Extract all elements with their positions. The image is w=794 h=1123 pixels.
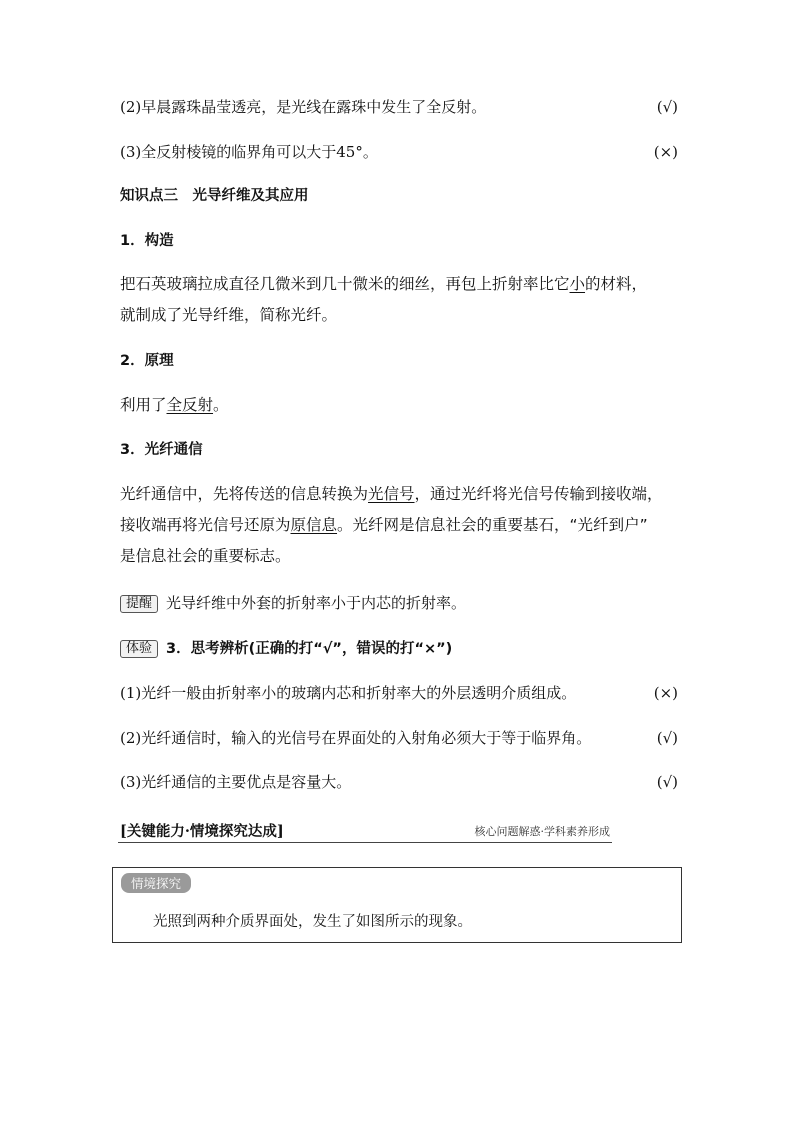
communication-heading: 3．光纤通信 — [120, 442, 203, 458]
reminder — [120, 592, 466, 614]
fiber-mark-1: (×) — [653, 684, 678, 702]
fiber-mark-3: (√) — [656, 773, 678, 791]
section-subtitle: 核心问题解惑·学科素养形成 — [474, 825, 610, 838]
communication-line-2: 接收端再将光信号还原为原信息。光纤网是信息社会的重要基石，“光纤到户” — [120, 516, 648, 534]
principle-text: 利用了全反射。 — [120, 396, 229, 414]
section-header — [118, 818, 612, 843]
scenario-tag: 情境探究 — [121, 873, 191, 893]
judgement-item-2: (2)早晨露珠晶莹透亮，是光线在露珠中发生了全反射。 — [120, 98, 487, 116]
experience — [120, 637, 452, 660]
communication-line-3: 是信息社会的重要标志。 — [120, 547, 291, 565]
scenario-text: 光照到两种介质界面处，发生了如图所示的现象。 — [153, 914, 472, 930]
judgement-mark-3: (×) — [653, 143, 678, 161]
answer-blank-original-info: 原信息 — [290, 516, 338, 534]
answer-blank-optical-signal: 光信号 — [368, 485, 415, 503]
structure-heading: 1．构造 — [120, 233, 174, 249]
communication-line-1: 光纤通信中，先将传送的信息转换为光信号，通过光纤将光信号传输到接收端， — [120, 485, 663, 503]
judgement-mark-2: (√) — [656, 98, 678, 116]
fiber-item-1: (1)光纤一般由折射率小的玻璃内芯和折射率大的外层透明介质组成。 — [120, 684, 577, 702]
reminder-text: 光导纤维中外套的折射率小于内芯的折射率。 — [166, 594, 467, 612]
principle-heading: 2．原理 — [120, 353, 174, 369]
judgement-item-3: (3)全反射棱镜的临界角可以大于45°。 — [120, 143, 378, 161]
structure-line-1: 把石英玻璃拉成直径几微米到几十微米的细丝，再包上折射率比它小的材料， — [120, 275, 648, 293]
answer-blank-total-reflection: 全反射 — [166, 396, 214, 414]
fiber-item-2: (2)光纤通信时，输入的光信号在界面处的入射角必须大于等于临界角。 — [120, 729, 592, 747]
section-title: [关键能力·情境探究达成] — [120, 823, 284, 840]
answer-blank-small: 小 — [569, 275, 586, 293]
fiber-mark-2: (√) — [656, 729, 678, 747]
reminder-tag: 提醒 — [120, 595, 158, 613]
knowledge-heading: 知识点三 光导纤维及其应用 — [120, 188, 309, 204]
scenario-box — [112, 867, 682, 943]
structure-line-2: 就制成了光导纤维，简称光纤。 — [120, 306, 338, 324]
experience-text: 3．思考辨析(正确的打“√”，错误的打“×”) — [166, 641, 453, 657]
experience-tag: 体验 — [120, 640, 158, 658]
fiber-item-3: (3)光纤通信的主要优点是容量大。 — [120, 773, 352, 791]
